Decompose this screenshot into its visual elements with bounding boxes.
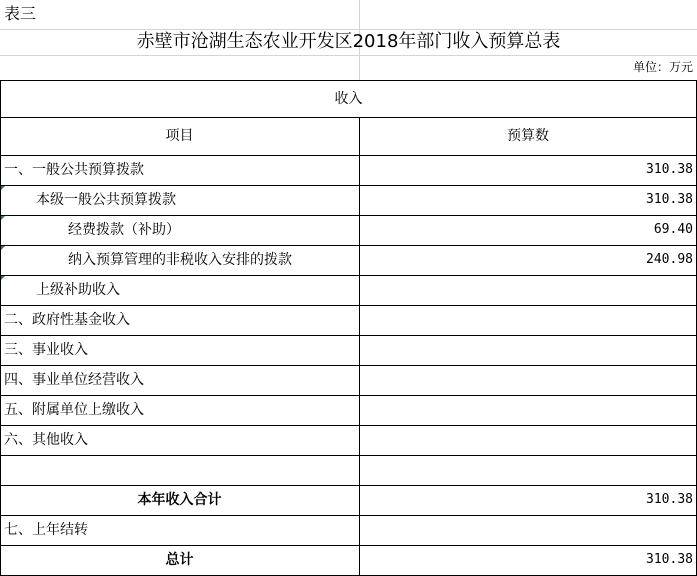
row-amount[interactable]: 310.38 (646, 162, 693, 177)
table-border (0, 117, 697, 118)
row-item-subtotal[interactable]: 本年收入合计 (137, 492, 222, 508)
row-item[interactable]: 七、上年结转 (4, 522, 88, 538)
table-border (0, 425, 697, 426)
sheet-label[interactable]: 表三 (4, 4, 37, 23)
row-amount[interactable]: 310.38 (646, 492, 693, 507)
row-item[interactable]: 本级一般公共预算拨款 (36, 192, 176, 208)
row-item[interactable]: 纳入预算管理的非税收入安排的拨款 (68, 252, 292, 268)
row-item[interactable]: 四、事业单位经营收入 (4, 372, 144, 388)
row-amount[interactable]: 69.40 (653, 222, 693, 237)
table-title[interactable]: 赤壁市沧湖生态农业开发区2018年部门收入预算总表 (136, 31, 561, 52)
unit-label[interactable]: 单位：万元 (632, 60, 693, 74)
table-border (0, 455, 697, 456)
row-item[interactable]: 二、政府性基金收入 (4, 312, 130, 328)
row-item[interactable]: 六、其他收入 (4, 432, 88, 448)
table-border (0, 80, 697, 81)
row-item[interactable]: 上级补助收入 (36, 282, 120, 298)
table-border (0, 335, 697, 336)
cell-comment-marker (1, 216, 5, 220)
row-amount[interactable]: 310.38 (646, 192, 693, 207)
row-amount[interactable]: 240.98 (646, 252, 693, 267)
column-header-amount[interactable]: 预算数 (507, 128, 549, 144)
row-item[interactable]: 经费拨款（补助） (68, 222, 180, 238)
table-border (0, 515, 697, 516)
row-item[interactable]: 三、事业收入 (4, 342, 88, 358)
row-item[interactable]: 一、一般公共预算拨款 (4, 162, 144, 178)
row-item-grand-total[interactable]: 总计 (165, 552, 194, 568)
cell-comment-marker (1, 246, 5, 250)
section-header[interactable]: 收入 (334, 91, 363, 107)
cell-comment-marker (1, 186, 5, 190)
row-item[interactable]: 五、附属单位上缴收入 (4, 402, 144, 418)
column-header-item[interactable]: 项目 (165, 128, 194, 144)
table-border (359, 117, 360, 576)
cell-comment-marker (1, 276, 5, 280)
row-amount[interactable]: 310.38 (646, 552, 693, 567)
